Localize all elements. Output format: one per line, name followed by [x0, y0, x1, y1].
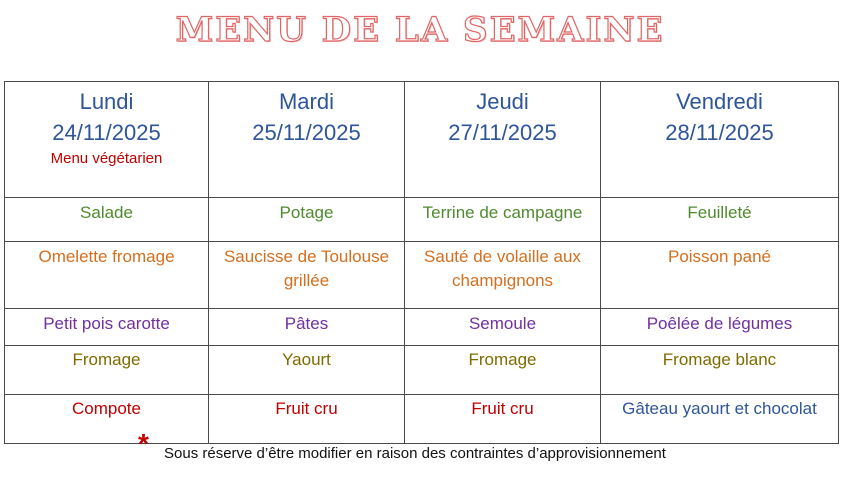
- table-header-row: [5, 82, 839, 198]
- weekly-menu-table: [4, 81, 839, 444]
- footnote-text: Sous réserve d’être modifier en raison des contraintes d’approvisionnement: [164, 445, 666, 462]
- menu-cell: Fromage blanc: [601, 346, 839, 395]
- menu-cell: Omelette fromage: [5, 242, 209, 309]
- day-header-tuesday: [209, 82, 405, 198]
- day-name: Vendredi: [676, 89, 763, 114]
- menu-cell: Saucisse de Toulouse grillée: [209, 242, 405, 309]
- day-date: 24/11/2025: [52, 120, 161, 145]
- menu-cell: Potage: [209, 198, 405, 242]
- day-date: 27/11/2025: [448, 120, 557, 145]
- day-name: Jeudi: [476, 89, 529, 114]
- table-row-entree: [5, 198, 839, 242]
- menu-cell: Poêlée de légumes: [601, 309, 839, 346]
- table-row-dessert: [5, 395, 839, 444]
- menu-cell: Pâtes: [209, 309, 405, 346]
- day-header-monday: [5, 82, 209, 198]
- menu-cell: Compote: [5, 395, 209, 444]
- menu-cell: Yaourt: [209, 346, 405, 395]
- menu-cell: Fruit cru: [209, 395, 405, 444]
- table-row-fromage: [5, 346, 839, 395]
- menu-cell: Terrine de campagne: [405, 198, 601, 242]
- day-name: Mardi: [278, 89, 334, 114]
- menu-cell: Salade: [5, 198, 209, 242]
- menu-cell: Poisson pané: [601, 242, 839, 309]
- asterisk-icon: *: [138, 428, 149, 459]
- day-header-friday: [601, 82, 839, 198]
- day-date: 28/11/2025: [665, 120, 774, 145]
- page-title: MENU DE LA SEMAINE: [175, 10, 665, 50]
- menu-cell: Petit pois carotte: [5, 309, 209, 346]
- vegetarian-note: Menu végétarien: [50, 150, 163, 167]
- menu-cell: Fromage: [5, 346, 209, 395]
- menu-cell: Fromage: [405, 346, 601, 395]
- day-header-thursday: [405, 82, 601, 198]
- table-row-plat: [5, 242, 839, 309]
- menu-cell: Gâteau yaourt et chocolat: [601, 395, 839, 444]
- day-date: 25/11/2025: [252, 120, 361, 145]
- menu-cell: Fruit cru: [405, 395, 601, 444]
- day-name: Lundi: [79, 89, 134, 114]
- table-row-accompagnement: [5, 309, 839, 346]
- menu-cell: Feuilleté: [601, 198, 839, 242]
- menu-cell: Sauté de volaille aux champignons: [405, 242, 601, 309]
- menu-cell: Semoule: [405, 309, 601, 346]
